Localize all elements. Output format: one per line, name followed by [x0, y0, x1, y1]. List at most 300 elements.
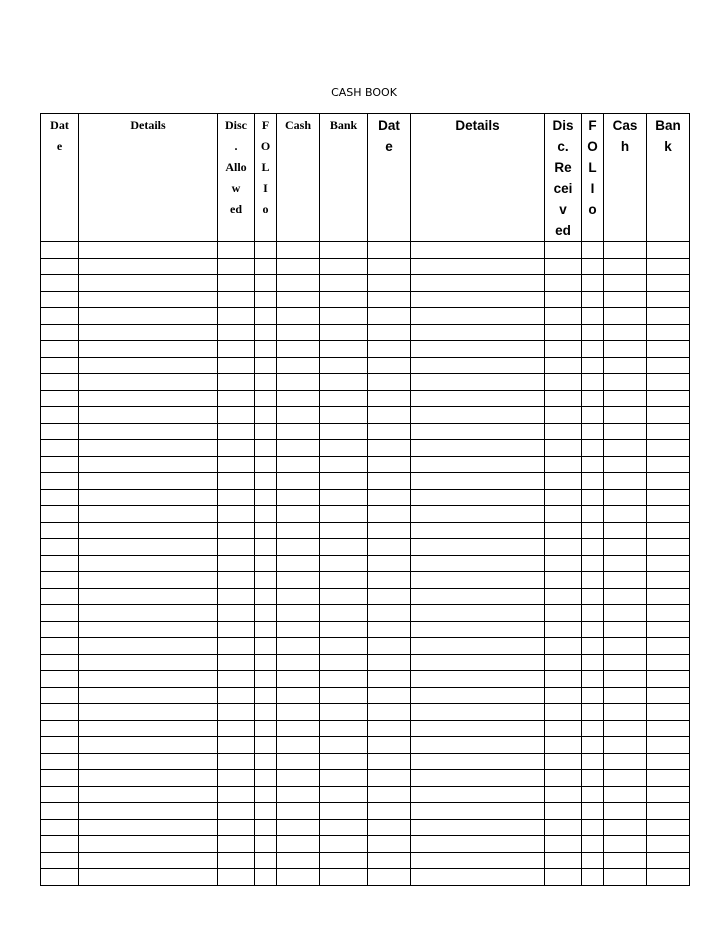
- header-label: Disc . Allo w ed: [225, 118, 247, 216]
- table-cell: [79, 803, 218, 820]
- table-cell: [411, 423, 545, 440]
- table-cell: [545, 819, 582, 836]
- header-folio-credit: [582, 114, 604, 242]
- table-cell: [368, 291, 411, 308]
- table-cell: [277, 407, 320, 424]
- table-cell: [255, 308, 277, 325]
- table-cell: [41, 291, 79, 308]
- table-row: [41, 440, 690, 457]
- table-cell: [79, 357, 218, 374]
- table-cell: [218, 588, 255, 605]
- table-cell: [277, 374, 320, 391]
- table-row: [41, 869, 690, 886]
- table-cell: [277, 324, 320, 341]
- table-cell: [320, 440, 368, 457]
- table-cell: [320, 555, 368, 572]
- table-cell: [545, 572, 582, 589]
- table-cell: [41, 423, 79, 440]
- table-cell: [79, 770, 218, 787]
- table-cell: [277, 621, 320, 638]
- table-cell: [604, 407, 647, 424]
- table-cell: [647, 423, 690, 440]
- table-cell: [320, 522, 368, 539]
- table-cell: [368, 341, 411, 358]
- table-cell: [218, 539, 255, 556]
- table-cell: [79, 440, 218, 457]
- table-cell: [647, 654, 690, 671]
- table-cell: [255, 638, 277, 655]
- table-cell: [255, 704, 277, 721]
- table-cell: [647, 242, 690, 259]
- table-cell: [218, 786, 255, 803]
- table-cell: [320, 473, 368, 490]
- table-cell: [604, 341, 647, 358]
- table-cell: [320, 836, 368, 853]
- table-cell: [41, 440, 79, 457]
- table-cell: [604, 621, 647, 638]
- table-cell: [320, 423, 368, 440]
- table-cell: [79, 737, 218, 754]
- table-cell: [368, 308, 411, 325]
- table-cell: [277, 588, 320, 605]
- header-label: Dat e: [378, 118, 400, 154]
- table-cell: [320, 572, 368, 589]
- table-cell: [41, 869, 79, 886]
- table-cell: [41, 555, 79, 572]
- table-cell: [582, 324, 604, 341]
- table-cell: [41, 341, 79, 358]
- table-cell: [582, 374, 604, 391]
- table-cell: [647, 753, 690, 770]
- table-cell: [41, 539, 79, 556]
- table-cell: [582, 687, 604, 704]
- table-cell: [368, 770, 411, 787]
- table-cell: [604, 654, 647, 671]
- table-cell: [545, 588, 582, 605]
- table-cell: [320, 720, 368, 737]
- table-cell: [277, 737, 320, 754]
- table-cell: [218, 621, 255, 638]
- table-cell: [320, 803, 368, 820]
- table-cell: [41, 473, 79, 490]
- table-cell: [277, 638, 320, 655]
- table-cell: [218, 522, 255, 539]
- table-cell: [277, 852, 320, 869]
- table-cell: [218, 291, 255, 308]
- table-cell: [79, 687, 218, 704]
- table-cell: [647, 275, 690, 292]
- table-cell: [41, 456, 79, 473]
- table-cell: [255, 324, 277, 341]
- table-cell: [218, 737, 255, 754]
- table-cell: [582, 341, 604, 358]
- table-cell: [604, 308, 647, 325]
- table-cell: [277, 456, 320, 473]
- table-cell: [582, 423, 604, 440]
- header-label: Ban k: [655, 118, 681, 154]
- table-cell: [255, 852, 277, 869]
- table-row: [41, 836, 690, 853]
- table-cell: [604, 819, 647, 836]
- header-label: F O L I o: [260, 118, 271, 216]
- table-cell: [411, 291, 545, 308]
- table-cell: [41, 803, 79, 820]
- table-cell: [41, 638, 79, 655]
- table-cell: [79, 390, 218, 407]
- table-cell: [647, 489, 690, 506]
- table-cell: [604, 704, 647, 721]
- table-cell: [255, 291, 277, 308]
- table-cell: [320, 753, 368, 770]
- table-cell: [604, 671, 647, 688]
- table-cell: [79, 720, 218, 737]
- table-cell: [604, 572, 647, 589]
- table-cell: [255, 836, 277, 853]
- table-cell: [411, 638, 545, 655]
- table-cell: [218, 753, 255, 770]
- table-row: [41, 275, 690, 292]
- table-cell: [320, 341, 368, 358]
- table-cell: [604, 440, 647, 457]
- table-cell: [277, 786, 320, 803]
- table-cell: [41, 605, 79, 622]
- table-cell: [368, 803, 411, 820]
- table-cell: [368, 605, 411, 622]
- table-cell: [647, 473, 690, 490]
- table-cell: [545, 836, 582, 853]
- table-cell: [545, 258, 582, 275]
- table-cell: [368, 324, 411, 341]
- table-cell: [320, 308, 368, 325]
- table-cell: [41, 324, 79, 341]
- table-cell: [411, 588, 545, 605]
- table-cell: [79, 258, 218, 275]
- table-cell: [411, 539, 545, 556]
- table-cell: [545, 423, 582, 440]
- table-cell: [218, 572, 255, 589]
- table-cell: [545, 374, 582, 391]
- table-cell: [411, 374, 545, 391]
- table-cell: [255, 473, 277, 490]
- table-cell: [582, 803, 604, 820]
- table-cell: [255, 737, 277, 754]
- table-cell: [647, 720, 690, 737]
- table-cell: [411, 836, 545, 853]
- table-cell: [320, 324, 368, 341]
- table-row: [41, 786, 690, 803]
- table-cell: [218, 770, 255, 787]
- table-cell: [218, 407, 255, 424]
- table-cell: [545, 737, 582, 754]
- table-cell: [647, 836, 690, 853]
- table-cell: [320, 588, 368, 605]
- header-label: Bank: [329, 118, 358, 132]
- table-cell: [41, 819, 79, 836]
- table-cell: [545, 720, 582, 737]
- table-cell: [368, 258, 411, 275]
- table-cell: [218, 374, 255, 391]
- table-cell: [647, 456, 690, 473]
- table-cell: [545, 671, 582, 688]
- table-cell: [545, 407, 582, 424]
- table-row: [41, 852, 690, 869]
- table-cell: [320, 852, 368, 869]
- table-cell: [218, 506, 255, 523]
- table-cell: [79, 456, 218, 473]
- table-cell: [41, 357, 79, 374]
- table-cell: [411, 572, 545, 589]
- table-cell: [41, 572, 79, 589]
- table-cell: [411, 308, 545, 325]
- table-cell: [320, 275, 368, 292]
- table-cell: [41, 654, 79, 671]
- table-cell: [255, 390, 277, 407]
- table-cell: [647, 572, 690, 589]
- table-cell: [255, 572, 277, 589]
- table-cell: [79, 638, 218, 655]
- table-row: [41, 621, 690, 638]
- table-row: [41, 770, 690, 787]
- table-cell: [255, 275, 277, 292]
- table-cell: [79, 407, 218, 424]
- table-cell: [604, 357, 647, 374]
- table-cell: [582, 473, 604, 490]
- table-row: [41, 572, 690, 589]
- table-cell: [79, 836, 218, 853]
- table-cell: [218, 242, 255, 259]
- table-cell: [255, 506, 277, 523]
- table-cell: [218, 390, 255, 407]
- table-cell: [79, 324, 218, 341]
- table-cell: [79, 869, 218, 886]
- table-cell: [604, 258, 647, 275]
- table-cell: [218, 473, 255, 490]
- table-cell: [277, 522, 320, 539]
- header-discount-allowed: [218, 114, 255, 242]
- table-cell: [545, 275, 582, 292]
- table-cell: [255, 522, 277, 539]
- table-cell: [582, 588, 604, 605]
- table-cell: [545, 539, 582, 556]
- table-cell: [582, 572, 604, 589]
- table-row: [41, 374, 690, 391]
- table-cell: [545, 605, 582, 622]
- table-row: [41, 555, 690, 572]
- table-cell: [320, 258, 368, 275]
- table-cell: [218, 836, 255, 853]
- table-cell: [411, 671, 545, 688]
- table-cell: [277, 308, 320, 325]
- table-cell: [277, 539, 320, 556]
- table-cell: [320, 638, 368, 655]
- table-cell: [41, 390, 79, 407]
- table-row: [41, 407, 690, 424]
- table-cell: [79, 819, 218, 836]
- table-cell: [218, 489, 255, 506]
- table-cell: [255, 819, 277, 836]
- table-row: [41, 539, 690, 556]
- table-cell: [647, 506, 690, 523]
- table-cell: [218, 704, 255, 721]
- header-bank-credit: [647, 114, 690, 242]
- table-cell: [604, 456, 647, 473]
- table-cell: [41, 720, 79, 737]
- header-date-credit: [368, 114, 411, 242]
- table-cell: [545, 489, 582, 506]
- table-cell: [368, 456, 411, 473]
- table-cell: [604, 423, 647, 440]
- table-cell: [41, 275, 79, 292]
- header-label: Details: [130, 118, 166, 132]
- table-cell: [277, 753, 320, 770]
- table-cell: [41, 704, 79, 721]
- table-cell: [582, 753, 604, 770]
- table-cell: [647, 341, 690, 358]
- table-cell: [320, 654, 368, 671]
- table-row: [41, 819, 690, 836]
- table-cell: [218, 687, 255, 704]
- table-cell: [604, 836, 647, 853]
- table-cell: [582, 390, 604, 407]
- table-cell: [79, 852, 218, 869]
- table-cell: [368, 506, 411, 523]
- table-cell: [79, 753, 218, 770]
- table-cell: [368, 654, 411, 671]
- table-cell: [647, 357, 690, 374]
- table-row: [41, 654, 690, 671]
- header-label: Cas h: [612, 118, 638, 154]
- table-cell: [79, 489, 218, 506]
- table-cell: [218, 275, 255, 292]
- table-cell: [604, 737, 647, 754]
- table-cell: [411, 258, 545, 275]
- document-title: CASH BOOK: [331, 86, 397, 99]
- table-cell: [79, 588, 218, 605]
- table-cell: [320, 687, 368, 704]
- table-cell: [582, 522, 604, 539]
- table-cell: [255, 357, 277, 374]
- table-cell: [41, 671, 79, 688]
- table-cell: [604, 720, 647, 737]
- table-cell: [41, 258, 79, 275]
- table-cell: [545, 753, 582, 770]
- table-row: [41, 753, 690, 770]
- table-cell: [79, 555, 218, 572]
- table-cell: [411, 786, 545, 803]
- table-cell: [411, 407, 545, 424]
- table-cell: [368, 572, 411, 589]
- table-cell: [79, 572, 218, 589]
- table-cell: [368, 390, 411, 407]
- table-cell: [647, 786, 690, 803]
- table-body: [41, 242, 690, 886]
- table-cell: [79, 539, 218, 556]
- table-cell: [41, 737, 79, 754]
- table-cell: [255, 605, 277, 622]
- table-cell: [368, 687, 411, 704]
- table-cell: [647, 803, 690, 820]
- table-cell: [545, 803, 582, 820]
- table-cell: [368, 638, 411, 655]
- table-cell: [368, 407, 411, 424]
- table-cell: [277, 687, 320, 704]
- table-cell: [255, 440, 277, 457]
- header-label: Dat e: [50, 118, 69, 153]
- table-cell: [411, 869, 545, 886]
- table-cell: [368, 588, 411, 605]
- table-cell: [277, 440, 320, 457]
- table-cell: [368, 374, 411, 391]
- table-cell: [545, 704, 582, 721]
- table-cell: [255, 786, 277, 803]
- table-cell: [368, 671, 411, 688]
- table-cell: [255, 258, 277, 275]
- table-cell: [320, 407, 368, 424]
- table-cell: [79, 275, 218, 292]
- table-row: [41, 473, 690, 490]
- table-cell: [582, 275, 604, 292]
- table-cell: [582, 308, 604, 325]
- table-row: [41, 456, 690, 473]
- table-cell: [545, 357, 582, 374]
- table-cell: [582, 407, 604, 424]
- table-cell: [368, 852, 411, 869]
- table-cell: [255, 539, 277, 556]
- table-cell: [411, 506, 545, 523]
- table-row: [41, 357, 690, 374]
- table-cell: [582, 440, 604, 457]
- table-cell: [41, 770, 79, 787]
- table-cell: [411, 605, 545, 622]
- table-row: [41, 291, 690, 308]
- table-cell: [320, 390, 368, 407]
- table-cell: [582, 489, 604, 506]
- table-cell: [411, 770, 545, 787]
- header-label: Dis c. Re cei v ed: [552, 118, 574, 238]
- table-cell: [41, 786, 79, 803]
- table-cell: [218, 819, 255, 836]
- table-cell: [604, 588, 647, 605]
- table-cell: [411, 621, 545, 638]
- table-cell: [582, 720, 604, 737]
- table-cell: [582, 737, 604, 754]
- table-cell: [604, 539, 647, 556]
- header-row: [41, 114, 690, 242]
- table-cell: [368, 489, 411, 506]
- table-cell: [545, 390, 582, 407]
- table-row: [41, 522, 690, 539]
- table-cell: [320, 539, 368, 556]
- table-cell: [277, 654, 320, 671]
- table-cell: [368, 539, 411, 556]
- table-cell: [255, 803, 277, 820]
- table-cell: [320, 671, 368, 688]
- table-cell: [277, 506, 320, 523]
- table-cell: [277, 836, 320, 853]
- table-row: [41, 308, 690, 325]
- table-cell: [411, 456, 545, 473]
- table-cell: [320, 621, 368, 638]
- table-cell: [545, 324, 582, 341]
- table-cell: [41, 852, 79, 869]
- table-cell: [411, 522, 545, 539]
- table-cell: [582, 654, 604, 671]
- table-cell: [277, 473, 320, 490]
- table-cell: [320, 869, 368, 886]
- table-cell: [647, 819, 690, 836]
- table-cell: [647, 555, 690, 572]
- table-cell: [411, 654, 545, 671]
